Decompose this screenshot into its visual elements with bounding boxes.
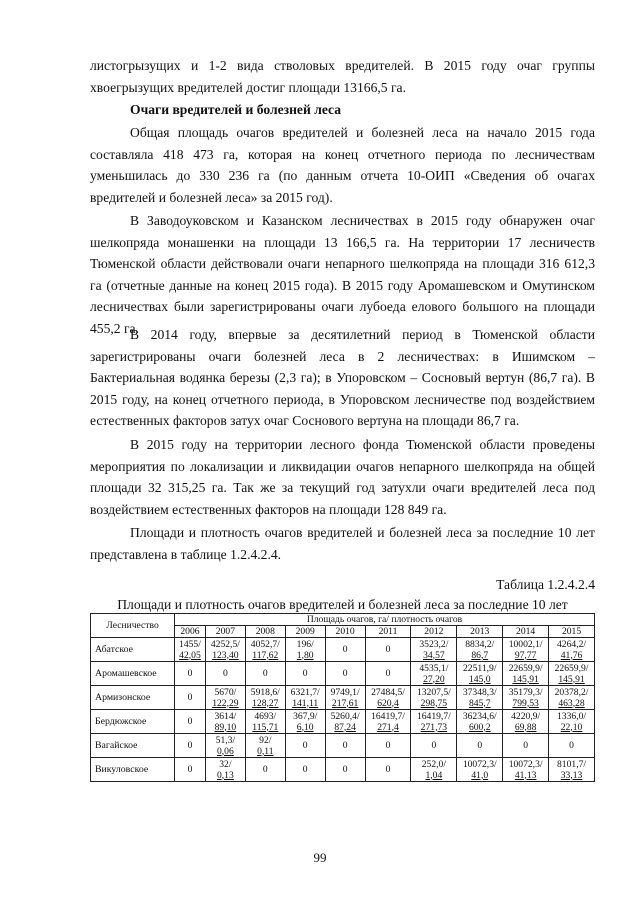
cell-density: 217,61: [331, 697, 359, 709]
cell-density: 33,13: [560, 769, 583, 781]
data-cell: [457, 758, 503, 782]
cell-area: 0: [342, 644, 348, 655]
cell-density: 41,0: [471, 769, 489, 781]
cell-density: 97,77: [514, 649, 537, 661]
cell-density: 600,2: [468, 721, 491, 733]
section-heading: Очаги вредителей и болезней леса: [130, 102, 342, 117]
year-header: 2010: [325, 626, 365, 638]
data-cell: [325, 638, 365, 662]
cell-area: 0: [342, 740, 348, 751]
cell-density: 42,05: [179, 649, 201, 661]
cell-density: 123,40: [212, 649, 239, 661]
forestry-name: Аромашевское: [91, 662, 175, 686]
cell-density: 845,7: [468, 697, 491, 709]
page-number: 99: [313, 850, 327, 865]
data-cell: [205, 710, 245, 734]
data-cell: [205, 638, 245, 662]
cell-area: 22659,9/: [554, 662, 589, 674]
cell-area: 4252,5/: [210, 638, 240, 650]
year-header: 2012: [411, 626, 457, 638]
cell-area: 0: [222, 668, 228, 679]
data-cell: [365, 638, 411, 662]
cell-area: 4693/: [254, 710, 277, 722]
cell-area: 35179,3/: [508, 686, 543, 698]
forestry-name: Армизонское: [91, 686, 175, 710]
data-cell: [245, 662, 285, 686]
table-row: [91, 662, 595, 686]
cell-density: 0,06: [216, 745, 234, 757]
year-header: 2007: [205, 626, 245, 638]
data-cell: [325, 662, 365, 686]
col-header-forestry: Лесничество: [91, 614, 175, 638]
forestry-name: Викуловское: [91, 758, 175, 782]
year-header: 2013: [457, 626, 503, 638]
cell-density: 271,73: [420, 721, 448, 733]
data-cell: [503, 686, 549, 710]
data-cell: [365, 686, 411, 710]
cell-density: 41,76: [560, 649, 583, 661]
cell-area: 5260,4/: [330, 710, 360, 722]
cell-density: 271,4: [377, 721, 399, 733]
cell-area: 37348,3/: [462, 686, 497, 698]
table-row: [91, 758, 595, 782]
cell-area: 10072,3/: [508, 758, 543, 770]
cell-density: 87,24: [334, 721, 356, 733]
data-cell: [325, 734, 365, 758]
data-cell: [411, 710, 457, 734]
table-row: [91, 638, 595, 662]
cell-area: 10002,1/: [508, 638, 543, 650]
cell-area: 10072,3/: [462, 758, 497, 770]
cell-area: 196/: [296, 638, 314, 650]
cell-area: 36234,6/: [462, 710, 497, 722]
data-cell: [549, 662, 595, 686]
cell-density: 86,7: [471, 649, 489, 661]
forestry-name: Вагайское: [91, 734, 175, 758]
cell-area: 0: [187, 716, 193, 727]
cell-density: 22,10: [560, 721, 583, 733]
data-cell: [285, 734, 325, 758]
cell-area: 0: [431, 740, 437, 751]
cell-area: 0: [385, 668, 391, 679]
cell-area: 4264,2/: [557, 638, 587, 650]
cell-area: 3523,2/: [419, 638, 449, 650]
cell-area: 1336,0/: [557, 710, 587, 722]
cell-density: 6,10: [296, 721, 314, 733]
cell-density: 69,88: [514, 721, 537, 733]
cell-area: 8101,7/: [557, 758, 587, 770]
data-cell: [365, 662, 411, 686]
cell-density: 463,28: [558, 697, 585, 709]
cell-density: 115,71: [252, 721, 279, 733]
cell-area: 0: [477, 740, 483, 751]
data-cell: [411, 686, 457, 710]
cell-area: 16419,7/: [416, 710, 451, 722]
cell-area: 0: [187, 692, 193, 703]
cell-area: 22659,9/: [508, 662, 543, 674]
data-cell: [457, 662, 503, 686]
data-cell: [175, 758, 206, 782]
cell-density: 145,91: [558, 673, 585, 685]
table-header-row: [91, 614, 595, 626]
data-cell: [411, 638, 457, 662]
cell-area: 6321,7/: [290, 686, 320, 698]
paragraph-table-ref: Площади и плотность очагов вредителей и болезней леса за последние 10 лет представлена в таблице 1.2.4.2.4.: [90, 525, 595, 562]
data-cell: [503, 638, 549, 662]
cell-density: 799,53: [512, 697, 539, 709]
paragraph-diseases: В 2014 году, впервые за десятилетний период в Тюменской области зарегистрированы очаги болезней леса в 2 лесничествах: в Ишимском – Бактериальная водянка березы (2,3 га); в Упоровском – Сосновый вертун (86,7 га). В 2015 году, на конец отчетного периода, в Упоровском лесничестве под воздействием естественных факторов затух очаг Соснового вертуна на площади 86,7 га.: [90, 327, 595, 428]
data-cell: [205, 686, 245, 710]
data-cell: [285, 758, 325, 782]
cell-area: 4535,1/: [419, 662, 449, 674]
data-cell: [245, 758, 285, 782]
table-row: [91, 734, 595, 758]
cell-area: 5670/: [214, 686, 237, 698]
cell-area: 0: [262, 764, 268, 775]
cell-density: 0,11: [257, 745, 274, 757]
cell-area: 252,0/: [421, 758, 446, 770]
table-title: Площади и плотность очагов вредителей и болезней леса за последние 10 лет: [117, 597, 568, 612]
data-cell: [549, 686, 595, 710]
data-cell: [175, 710, 206, 734]
cell-density: 117,62: [252, 649, 279, 661]
data-cell: [503, 662, 549, 686]
table-label: Таблица 1.2.4.2.4: [496, 577, 595, 592]
paragraph-continued: листогрызущих и 1-2 вида стволовых вредителей. В 2015 году очаг группы хвоегрызущих вредителей достиг площади 13166,5 га.: [90, 58, 595, 95]
data-cell: [365, 758, 411, 782]
cell-density: 122,29: [212, 697, 239, 709]
cell-area: 0: [302, 668, 308, 679]
group-header: Площадь очагов, га/ плотность очагов: [175, 614, 595, 626]
cell-area: 0: [302, 740, 308, 751]
cell-density: 128,27: [252, 697, 279, 709]
cell-area: 0: [187, 740, 193, 751]
cell-density: 41,13: [514, 769, 537, 781]
data-cell: [457, 710, 503, 734]
cell-area: 0: [569, 740, 574, 751]
cell-area: 20378,2/: [554, 686, 589, 698]
paragraph-outbreaks: В Заводоуковском и Казанском лесничествах в 2015 году обнаружен очаг шелкопряда монашенки на площади 13 166,5 га. На территории 17 лесничеств Тюменской области действовали очаги непарного шелкопряда на площади 316 612,3 га (отчетные данные на конец 2015 года). В 2015 году Аромашевском и Омутинском лесничествах были зарегистрированы очаги лубоеда елового большого на площади 455,2 га.: [90, 213, 595, 336]
data-cell: [503, 710, 549, 734]
data-cell: [365, 710, 411, 734]
cell-area: 0: [385, 764, 391, 775]
data-cell: [245, 710, 285, 734]
cell-area: 0: [385, 740, 391, 751]
data-cell: [503, 734, 549, 758]
table-row: [91, 686, 595, 710]
cell-area: 0: [342, 668, 348, 679]
cell-area: 0: [187, 668, 193, 679]
cell-area: 0: [385, 644, 391, 655]
data-cell: [205, 758, 245, 782]
cell-area: 5918,6/: [250, 686, 280, 698]
cell-area: 0: [523, 740, 529, 751]
cell-area: 51,3/: [215, 734, 236, 746]
table-body: [91, 638, 595, 782]
data-cell: [503, 758, 549, 782]
cell-area: 22511,9/: [463, 662, 497, 674]
data-cell: [457, 638, 503, 662]
cell-density: 141,11: [292, 697, 319, 709]
data-cell: [285, 686, 325, 710]
paragraph-total-area: Общая площадь очагов вредителей и болезней леса на начало 2015 года составляла 418 473 га, которая на конец отчетного периода по лесничествам уменьшилась до 330 236 га (по данным отчета 10-ОИП «Сведения об очагах вредителей и болезней леса» за 2015 год).: [90, 125, 595, 205]
cell-density: 298,75: [420, 697, 448, 709]
cell-density: 1,80: [296, 649, 314, 661]
paragraph-measures: В 2015 году на территории лесного фонда Тюменской области проведены мероприятия по локализации и ликвидации очагов непарного шелкопряда на общей площади 32 315,25 га. Так же за текущий год затухли очаги вредителей леса под воздействием естественных факторов на площади 128 849 га.: [90, 437, 595, 517]
year-header: 2008: [245, 626, 285, 638]
cell-density: 89,10: [214, 721, 237, 733]
data-cell: [285, 710, 325, 734]
year-header: 2014: [503, 626, 549, 638]
data-cell: [549, 758, 595, 782]
cell-area: 27484,5/: [371, 686, 405, 698]
cell-density: 34,57: [423, 649, 445, 661]
data-cell: [365, 734, 411, 758]
year-header: 2009: [285, 626, 325, 638]
data-cell: [245, 686, 285, 710]
cell-density: 27,20: [423, 673, 445, 685]
cell-density: 0,13: [216, 769, 234, 781]
outbreaks-table: [90, 613, 595, 782]
data-cell: [411, 758, 457, 782]
year-header: 2015: [549, 626, 595, 638]
cell-area: 4052,7/: [250, 638, 280, 650]
cell-area: 1455/: [179, 638, 201, 650]
cell-density: 1,04: [425, 769, 443, 781]
data-cell: [245, 734, 285, 758]
cell-density: 145,0: [468, 673, 491, 685]
data-cell: [245, 638, 285, 662]
data-cell: [205, 662, 245, 686]
cell-area: 0: [342, 764, 348, 775]
cell-area: 13207,5/: [416, 686, 451, 698]
data-cell: [205, 734, 245, 758]
cell-density: 145,91: [512, 673, 539, 685]
cell-area: 0: [187, 764, 193, 775]
data-cell: [457, 686, 503, 710]
data-cell: [175, 662, 206, 686]
year-header: 2011: [365, 626, 411, 638]
data-cell: [325, 686, 365, 710]
data-cell: [175, 734, 206, 758]
cell-area: 92/: [259, 734, 272, 746]
year-header: 2006: [175, 626, 206, 638]
cell-area: 3614/: [214, 710, 237, 722]
forestry-name: Абатское: [91, 638, 175, 662]
data-cell: [285, 638, 325, 662]
cell-area: 8834,2/: [465, 638, 495, 650]
data-cell: [325, 710, 365, 734]
data-cell: [175, 638, 206, 662]
data-cell: [457, 734, 503, 758]
data-cell: [325, 758, 365, 782]
data-cell: [549, 638, 595, 662]
data-cell: [411, 662, 457, 686]
cell-area: 0: [302, 764, 308, 775]
data-cell: [411, 734, 457, 758]
cell-area: 0: [262, 668, 268, 679]
cell-density: 620,4: [377, 697, 399, 709]
cell-area: 4220,9/: [511, 710, 541, 722]
data-cell: [175, 686, 206, 710]
data-cell: [549, 710, 595, 734]
data-cell: [285, 662, 325, 686]
forestry-name: Бердюжское: [91, 710, 175, 734]
cell-area: 367,9/: [293, 710, 318, 722]
table-row: [91, 710, 595, 734]
data-cell: [549, 734, 595, 758]
cell-area: 16419,7/: [371, 710, 405, 722]
cell-area: 9749,1/: [330, 686, 360, 698]
cell-area: 32/: [219, 758, 232, 770]
